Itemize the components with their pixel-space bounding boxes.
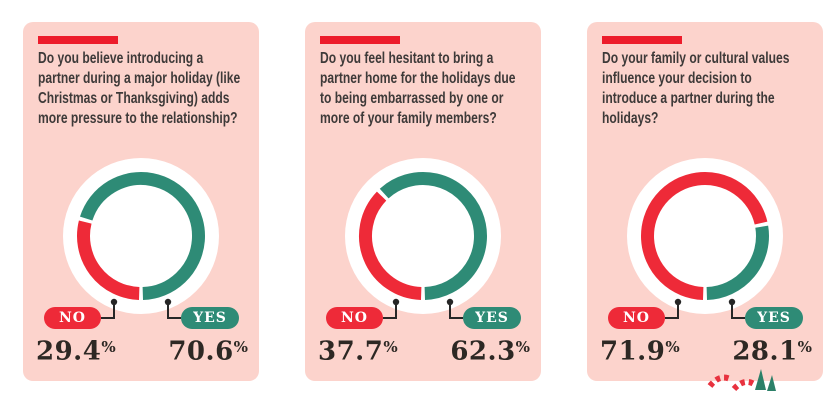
donut-ring-chart [305, 158, 541, 362]
yes-badge: YES [181, 307, 239, 329]
yes-percentage: 62.3% [450, 336, 530, 367]
percent-sign: % [665, 338, 680, 356]
yes-badge: YES [745, 307, 803, 329]
poll-card-pressure [23, 22, 259, 381]
candy-cane-icon [710, 378, 732, 386]
yes-badge: YES [463, 307, 521, 329]
question-text: Do you believe introducing a partner during a major holiday (like Christmas or Thanksgiving) adds more pressure to the relationship? [38, 50, 241, 127]
question-text: Do you feel hesitant to bring a partner home for the holidays due to being embarrassed by one or more of your family members? [320, 50, 516, 127]
donut-chart-zone [305, 158, 541, 367]
no-percentage: 37.7% [318, 336, 398, 367]
pine-tree-icon [767, 375, 776, 391]
percent-sign: % [383, 338, 398, 356]
donut-chart-zone [23, 158, 259, 367]
percent-sign: % [233, 338, 248, 356]
candy-cane-decoration [707, 368, 779, 394]
poll-card-embarrassed [305, 22, 541, 381]
yes-percentage: 28.1% [732, 336, 812, 367]
poll-card-cultural-values [587, 22, 823, 381]
no-badge: NO [44, 307, 101, 329]
no-percentage: 29.4% [36, 336, 116, 367]
donut-chart-zone [587, 158, 823, 367]
accent-bar [320, 36, 400, 44]
donut-ring-chart [587, 158, 823, 362]
percent-sign: % [515, 338, 530, 356]
yes-percentage: 70.6% [168, 336, 248, 367]
accent-bar [602, 36, 682, 44]
no-badge: NO [326, 307, 383, 329]
accent-bar [38, 36, 118, 44]
no-percentage: 71.9% [600, 336, 680, 367]
pine-tree-icon [755, 369, 766, 390]
donut-ring-chart [23, 158, 259, 362]
no-badge: NO [608, 307, 665, 329]
percent-sign: % [101, 338, 116, 356]
percent-sign: % [797, 338, 812, 356]
candy-cane-icon [734, 382, 754, 389]
question-text: Do your family or cultural values influence your decision to introduce a partner during the holidays? [602, 50, 790, 127]
